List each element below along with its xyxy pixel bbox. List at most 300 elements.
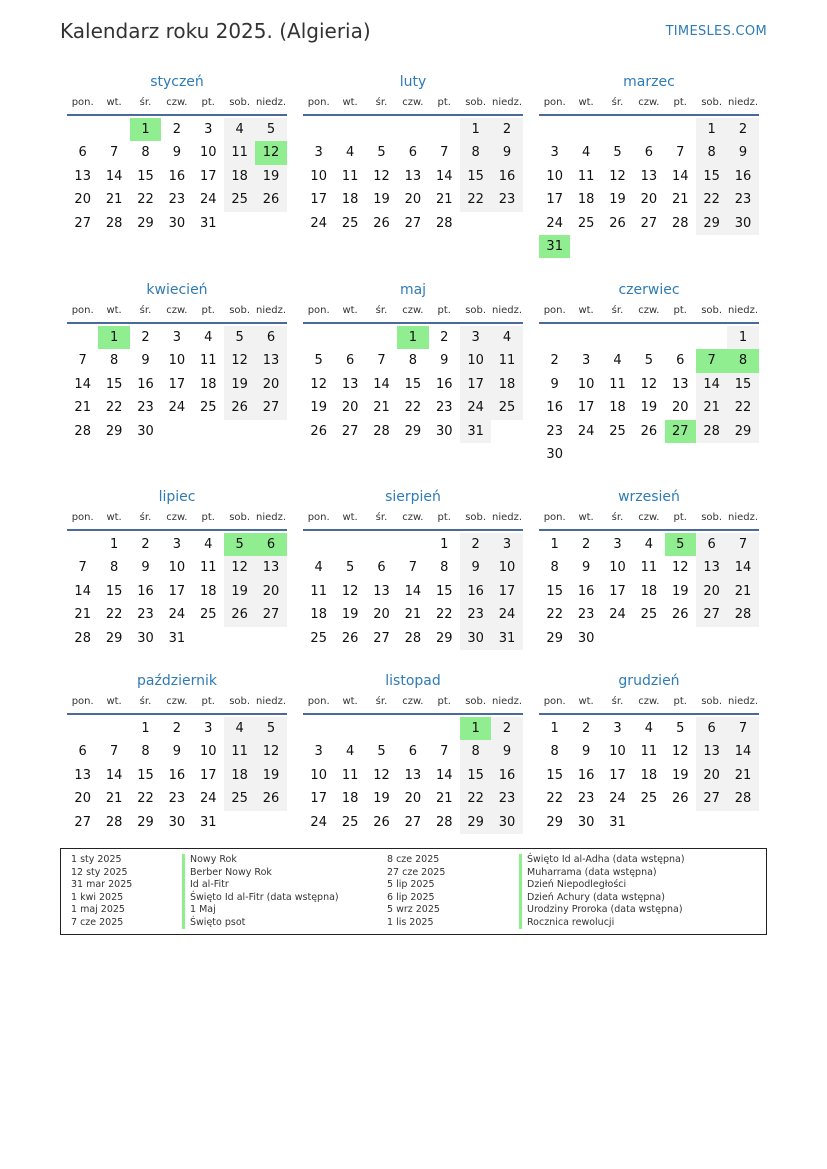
day-cell: 4 — [644, 537, 653, 552]
day-cell: 28 — [435, 215, 453, 231]
empty-cell — [98, 118, 129, 141]
day-cell: 19 — [640, 400, 658, 416]
weekday-label: pon. — [307, 97, 330, 108]
weekday-label: niedz. — [256, 97, 287, 108]
day-cell: 9 — [550, 376, 559, 392]
day-cell: 17 — [199, 767, 217, 783]
day-cell: 1 — [460, 118, 491, 141]
day-cell: 22 — [460, 188, 491, 211]
holiday-day-cell: 1 — [98, 326, 129, 349]
weekday-header — [303, 510, 523, 531]
day-cell: 14 — [727, 556, 758, 579]
day-cell: 30 — [137, 423, 154, 439]
day-cell: 26 — [224, 396, 255, 419]
day-cell: 18 — [491, 373, 522, 396]
day-cell: 25 — [199, 400, 217, 416]
day-cell: 6 — [696, 533, 727, 556]
day-cell: 8 — [109, 353, 119, 369]
day-cell: 7 — [727, 717, 758, 740]
weekday-label: sob. — [229, 97, 251, 108]
day-cell: 7 — [727, 533, 758, 556]
day-cell: 12 — [609, 168, 626, 184]
day-cell: 23 — [546, 423, 563, 439]
day-cell: 12 — [341, 583, 359, 599]
day-cell: 28 — [696, 420, 727, 443]
day-cell: 8 — [550, 560, 559, 576]
day-cell: 20 — [255, 373, 286, 396]
day-cell: 21 — [74, 400, 91, 416]
page-title: Kalendarz roku 2025. (Algieria) — [60, 19, 371, 43]
day-cell: 4 — [581, 145, 591, 161]
day-cell: 10 — [577, 376, 595, 392]
day-cell: 29 — [404, 423, 422, 439]
holiday-day-cell: 31 — [539, 235, 570, 258]
month-name: sierpień — [385, 489, 441, 505]
day-cell: 29 — [105, 630, 123, 646]
site-logo[interactable]: TIMESLES.COM — [665, 24, 767, 39]
holiday-day-cell: 1 — [397, 326, 428, 349]
day-cell: 26 — [640, 423, 658, 439]
day-cell: 15 — [696, 165, 727, 188]
weekday-label: pon. — [307, 305, 330, 316]
day-cell: 22 — [696, 188, 727, 211]
day-cell: 7 — [408, 560, 417, 576]
day-cell: 23 — [491, 787, 522, 810]
weekday-header — [303, 95, 523, 116]
weekday-label: wt. — [342, 97, 358, 108]
holiday-day-cell: 1 — [460, 717, 491, 740]
day-cell: 22 — [404, 400, 422, 416]
legend-date: 1 kwi 2025 — [71, 891, 124, 903]
holiday-day-cell: 1 — [130, 118, 161, 141]
weekday-label: czw. — [638, 696, 660, 707]
legend-holiday-name: Id al-Fitr — [182, 879, 339, 892]
day-cell: 2 — [460, 533, 491, 556]
day-cell: 14 — [435, 168, 453, 184]
month-name: grudzień — [618, 673, 680, 689]
day-cell: 27 — [373, 630, 390, 646]
day-cell: 28 — [105, 215, 123, 231]
day-cell: 12 — [255, 740, 286, 763]
day-cell: 24 — [310, 814, 327, 830]
weekday-label: pt. — [437, 696, 451, 707]
day-cell: 30 — [168, 814, 186, 830]
day-cell: 11 — [341, 168, 359, 184]
day-grid — [67, 717, 287, 834]
empty-cell — [665, 326, 696, 349]
day-cell: 29 — [727, 420, 758, 443]
empty-cell — [570, 118, 601, 141]
weekday-label: sob. — [701, 512, 723, 523]
weekday-label: niedz. — [728, 305, 759, 316]
legend-date: 31 mar 2025 — [71, 879, 133, 890]
day-cell: 16 — [491, 764, 522, 787]
day-cell: 1 — [141, 721, 150, 736]
day-cell: 15 — [137, 767, 154, 783]
day-cell: 12 — [373, 767, 390, 783]
day-cell: 6 — [78, 145, 87, 161]
day-cell: 14 — [671, 168, 689, 184]
weekday-label: sob. — [465, 512, 487, 523]
day-cell: 18 — [640, 583, 658, 599]
empty-cell — [602, 118, 633, 141]
day-cell: 19 — [671, 767, 689, 783]
day-grid — [539, 326, 759, 466]
day-cell: 4 — [345, 744, 355, 760]
day-cell: 9 — [581, 744, 591, 760]
weekday-label: niedz. — [728, 512, 759, 523]
day-cell: 25 — [199, 607, 217, 623]
day-cell: 16 — [577, 767, 595, 783]
day-grid — [539, 717, 759, 834]
month-name: październik — [137, 673, 217, 689]
day-cell: 20 — [373, 607, 390, 623]
weekday-label: wt. — [578, 512, 594, 523]
day-cell: 10 — [199, 145, 217, 161]
day-cell: 3 — [613, 537, 622, 552]
day-cell: 14 — [404, 583, 422, 599]
day-cell: 6 — [408, 145, 417, 161]
day-cell: 8 — [109, 560, 119, 576]
day-cell: 25 — [224, 787, 255, 810]
day-cell: 26 — [255, 188, 286, 211]
weekday-label: pt. — [673, 305, 687, 316]
day-cell: 4 — [644, 721, 653, 736]
day-cell: 25 — [341, 215, 359, 231]
day-cell: 26 — [224, 603, 255, 626]
weekday-label: pon. — [71, 512, 94, 523]
weekday-label: pt. — [201, 305, 215, 316]
day-cell: 29 — [460, 811, 491, 834]
legend-date: 7 cze 2025 — [71, 916, 124, 928]
legend-holiday-name: Urodziny Proroka (data wstępna) — [519, 904, 685, 917]
holiday-day-cell: 12 — [255, 141, 286, 164]
weekday-label: czw. — [166, 696, 188, 707]
day-cell: 22 — [460, 787, 491, 810]
day-cell: 26 — [341, 630, 359, 646]
day-cell: 21 — [435, 192, 453, 208]
weekday-label: pt. — [673, 696, 687, 707]
weekday-label: pt. — [201, 97, 215, 108]
holiday-day-cell: 27 — [665, 420, 696, 443]
weekday-label: śr. — [375, 512, 388, 523]
day-cell: 21 — [105, 192, 123, 208]
weekday-label: sob. — [701, 97, 723, 108]
weekday-label: wt. — [106, 512, 122, 523]
day-cell: 18 — [199, 583, 217, 599]
weekday-header — [539, 95, 759, 116]
day-cell: 17 — [460, 373, 491, 396]
day-cell: 23 — [435, 400, 453, 416]
weekday-label: czw. — [402, 305, 424, 316]
day-cell: 19 — [310, 400, 327, 416]
day-cell: 19 — [373, 192, 390, 208]
day-cell: 14 — [727, 740, 758, 763]
day-cell: 30 — [491, 811, 522, 834]
day-cell: 9 — [141, 353, 150, 369]
day-cell: 27 — [255, 396, 286, 419]
day-cell: 16 — [137, 583, 154, 599]
day-grid — [67, 326, 287, 443]
empty-cell — [334, 326, 365, 349]
weekday-label: czw. — [402, 97, 424, 108]
weekday-label: śr. — [611, 696, 624, 707]
day-cell: 22 — [105, 400, 123, 416]
weekday-label: wt. — [578, 696, 594, 707]
day-cell: 21 — [404, 607, 422, 623]
day-cell: 26 — [609, 215, 626, 231]
day-cell: 10 — [491, 556, 522, 579]
day-cell: 11 — [199, 353, 217, 369]
day-cell: 2 — [727, 118, 758, 141]
day-cell: 30 — [577, 630, 595, 646]
weekday-label: pon. — [71, 305, 94, 316]
day-cell: 3 — [581, 353, 591, 369]
holiday-day-cell: 6 — [255, 533, 286, 556]
day-cell: 28 — [727, 787, 758, 810]
day-cell: 11 — [224, 141, 255, 164]
day-cell: 26 — [671, 607, 689, 623]
weekday-label: niedz. — [728, 696, 759, 707]
day-cell: 28 — [727, 603, 758, 626]
month-name: listopad — [385, 673, 441, 689]
day-cell: 23 — [577, 791, 595, 807]
day-cell: 6 — [644, 145, 653, 161]
month-name: maj — [399, 282, 427, 298]
weekday-label: pt. — [201, 696, 215, 707]
day-cell: 28 — [373, 423, 390, 439]
day-cell: 30 — [435, 423, 453, 439]
day-cell: 27 — [404, 215, 422, 231]
day-cell: 8 — [550, 744, 559, 760]
holiday-day-cell: 8 — [727, 349, 758, 372]
day-cell: 18 — [341, 791, 359, 807]
weekday-header — [303, 303, 523, 324]
day-cell: 15 — [727, 373, 758, 396]
weekday-label: niedz. — [728, 97, 759, 108]
empty-cell — [67, 717, 98, 740]
weekday-label: śr. — [375, 696, 388, 707]
day-cell: 3 — [613, 721, 622, 736]
day-cell: 4 — [613, 353, 622, 369]
day-cell: 20 — [404, 192, 422, 208]
day-cell: 22 — [137, 192, 154, 208]
holiday-day-cell: 5 — [224, 533, 255, 556]
day-cell: 13 — [341, 376, 359, 392]
day-cell: 25 — [609, 423, 626, 439]
day-cell: 12 — [224, 349, 255, 372]
empty-cell — [539, 118, 570, 141]
weekday-label: czw. — [402, 696, 424, 707]
weekday-label: śr. — [139, 512, 152, 523]
day-cell: 20 — [341, 400, 359, 416]
day-cell: 31 — [491, 627, 522, 650]
day-cell: 2 — [581, 537, 591, 552]
weekday-label: pon. — [307, 512, 330, 523]
day-cell: 17 — [199, 168, 217, 184]
day-cell: 1 — [550, 537, 559, 552]
day-cell: 5 — [377, 145, 386, 161]
weekday-label: wt. — [106, 97, 122, 108]
day-cell: 8 — [440, 560, 449, 576]
day-cell: 7 — [109, 145, 119, 161]
weekday-label: niedz. — [492, 512, 523, 523]
legend-date: 5 lip 2025 — [387, 879, 435, 890]
day-grid — [303, 533, 523, 650]
day-cell: 30 — [137, 630, 154, 646]
day-cell: 25 — [640, 791, 658, 807]
weekday-header — [67, 510, 287, 531]
day-cell: 23 — [137, 607, 154, 623]
day-cell: 13 — [696, 740, 727, 763]
day-cell: 9 — [491, 141, 522, 164]
day-cell: 14 — [105, 168, 123, 184]
month-name: styczeń — [150, 74, 204, 90]
day-cell: 30 — [168, 215, 186, 231]
day-cell: 8 — [460, 740, 491, 763]
day-cell: 17 — [491, 580, 522, 603]
day-cell: 10 — [199, 744, 217, 760]
weekday-header — [67, 694, 287, 715]
day-cell: 4 — [491, 326, 522, 349]
day-cell: 16 — [137, 376, 154, 392]
day-cell: 6 — [255, 326, 286, 349]
day-cell: 11 — [491, 349, 522, 372]
legend-date: 8 cze 2025 — [387, 854, 440, 865]
day-cell: 21 — [696, 396, 727, 419]
day-cell: 16 — [435, 376, 453, 392]
empty-cell — [334, 118, 365, 141]
legend-date: 27 cze 2025 — [387, 866, 446, 878]
day-cell: 7 — [440, 744, 449, 760]
day-cell: 31 — [199, 215, 217, 231]
month-calendar — [67, 487, 287, 650]
legend-holiday-name: Święto Id al-Fitr (data wstępna) — [182, 892, 339, 905]
day-cell: 26 — [255, 787, 286, 810]
weekday-label: pon. — [543, 305, 566, 316]
day-cell: 22 — [546, 607, 563, 623]
empty-cell — [303, 118, 334, 141]
day-cell: 10 — [168, 353, 186, 369]
day-cell: 1 — [109, 537, 119, 552]
day-cell: 24 — [609, 607, 626, 623]
day-cell: 6 — [696, 717, 727, 740]
day-cell: 20 — [696, 580, 727, 603]
day-cell: 7 — [109, 744, 119, 760]
day-cell: 18 — [341, 192, 359, 208]
day-cell: 15 — [435, 583, 453, 599]
day-cell: 11 — [310, 583, 327, 599]
day-grid — [67, 118, 287, 235]
day-cell: 29 — [696, 212, 727, 235]
day-cell: 8 — [141, 744, 150, 760]
day-cell: 4 — [224, 118, 255, 141]
day-cell: 23 — [491, 188, 522, 211]
day-cell: 16 — [577, 583, 595, 599]
day-cell: 12 — [310, 376, 327, 392]
day-cell: 27 — [74, 215, 91, 231]
day-cell: 12 — [224, 556, 255, 579]
day-cell: 7 — [676, 145, 685, 161]
day-cell: 5 — [345, 560, 355, 576]
day-cell: 24 — [168, 400, 186, 416]
day-cell: 18 — [199, 376, 217, 392]
day-cell: 24 — [460, 396, 491, 419]
weekday-label: czw. — [638, 97, 660, 108]
weekday-header — [539, 510, 759, 531]
day-cell: 16 — [546, 400, 563, 416]
legend-holiday-name: Nowy Rok — [182, 854, 339, 867]
day-cell: 5 — [255, 717, 286, 740]
day-cell: 6 — [408, 744, 417, 760]
day-cell: 14 — [373, 376, 390, 392]
day-cell: 24 — [168, 607, 186, 623]
day-cell: 20 — [696, 764, 727, 787]
day-cell: 11 — [640, 744, 658, 760]
weekday-label: pt. — [437, 97, 451, 108]
weekday-label: sob. — [701, 696, 723, 707]
weekday-label: pon. — [543, 512, 566, 523]
day-cell: 7 — [78, 353, 87, 369]
day-cell: 3 — [172, 330, 181, 345]
day-cell: 18 — [577, 192, 595, 208]
day-cell: 15 — [546, 767, 563, 783]
empty-cell — [98, 717, 129, 740]
weekday-label: sob. — [229, 305, 251, 316]
day-cell: 13 — [640, 168, 658, 184]
day-cell: 26 — [373, 215, 390, 231]
day-cell: 13 — [255, 556, 286, 579]
day-cell: 23 — [168, 791, 186, 807]
weekday-label: niedz. — [256, 696, 287, 707]
day-cell: 2 — [491, 118, 522, 141]
day-cell: 28 — [671, 215, 689, 231]
day-cell: 19 — [671, 583, 689, 599]
holiday-day-cell: 7 — [696, 349, 727, 372]
day-grid — [303, 717, 523, 834]
day-cell: 17 — [609, 767, 626, 783]
weekday-label: pt. — [437, 305, 451, 316]
day-cell: 3 — [491, 533, 522, 556]
weekday-label: sob. — [465, 97, 487, 108]
empty-cell — [303, 717, 334, 740]
day-cell: 11 — [577, 168, 595, 184]
day-cell: 18 — [224, 165, 255, 188]
weekday-label: niedz. — [492, 97, 523, 108]
day-cell: 9 — [141, 560, 150, 576]
day-cell: 20 — [671, 400, 689, 416]
day-cell: 24 — [609, 791, 626, 807]
empty-cell — [602, 326, 633, 349]
weekday-label: wt. — [106, 305, 122, 316]
weekday-label: śr. — [375, 97, 388, 108]
day-cell: 28 — [74, 423, 91, 439]
day-cell: 30 — [727, 212, 758, 235]
day-cell: 10 — [310, 168, 327, 184]
day-cell: 15 — [137, 168, 154, 184]
day-cell: 17 — [577, 400, 595, 416]
empty-cell — [397, 118, 428, 141]
empty-cell — [429, 118, 460, 141]
day-cell: 15 — [546, 583, 563, 599]
day-cell: 24 — [546, 215, 563, 231]
day-cell: 13 — [671, 376, 689, 392]
empty-cell — [67, 118, 98, 141]
legend-date: 5 wrz 2025 — [387, 904, 440, 915]
empty-cell — [696, 326, 727, 349]
day-cell: 9 — [727, 141, 758, 164]
weekday-label: pt. — [201, 512, 215, 523]
